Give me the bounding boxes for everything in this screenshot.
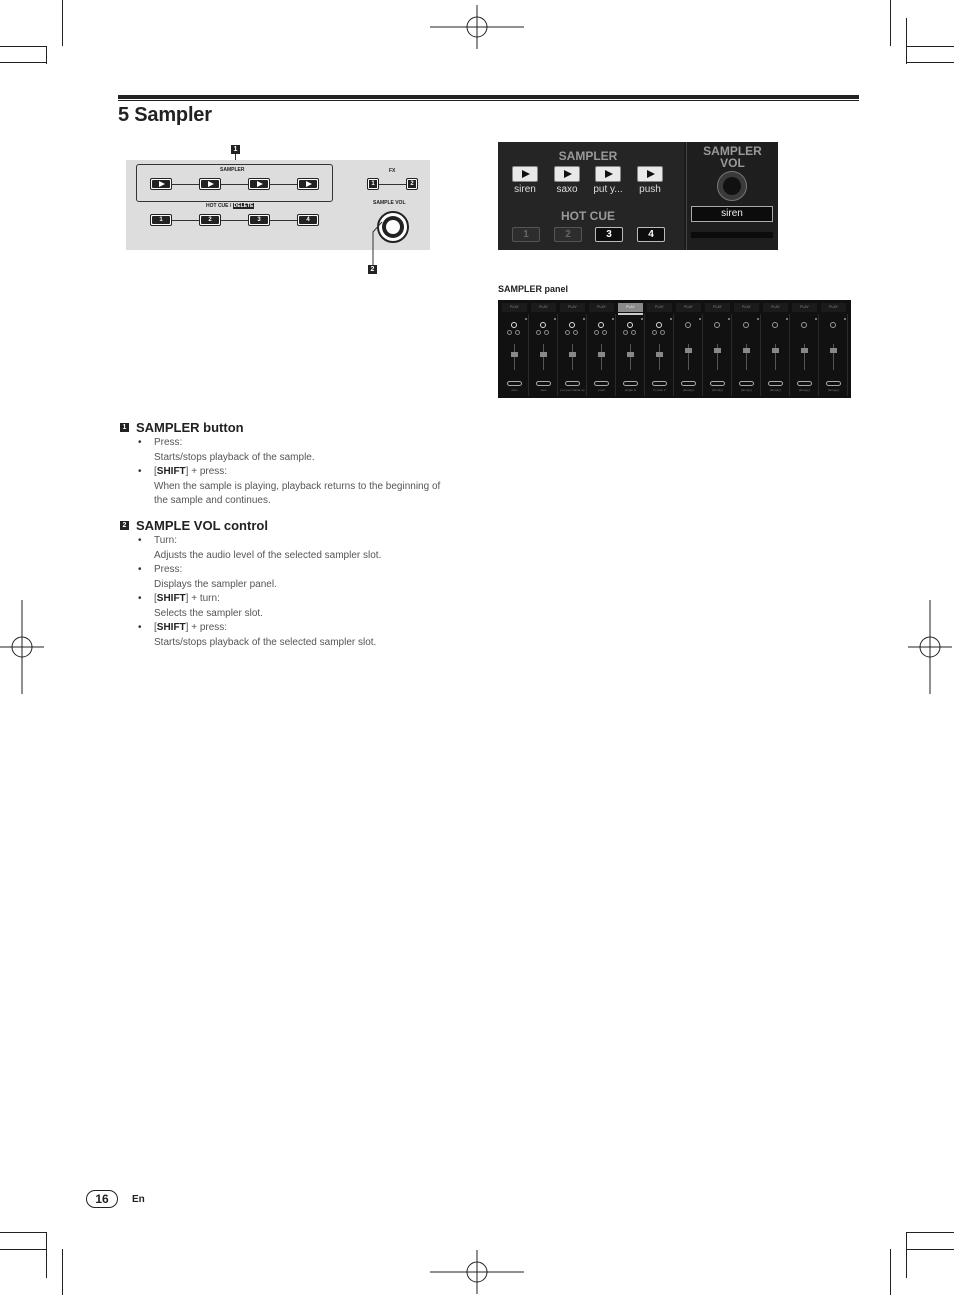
action-line: [SHIFT] + press: [154,466,228,477]
language-label: En [132,1194,145,1205]
software-slot-name-4: push [639,184,661,195]
slot-gain-knob[interactable] [714,322,720,328]
loop-mode-icon[interactable] [507,330,512,335]
slot-gain-knob[interactable] [627,322,633,328]
software-hotcue-title: HOT CUE [561,209,615,223]
slot-volume-slider[interactable] [743,348,750,353]
sampler-slot-play-button[interactable]: PLAY [676,303,701,312]
hotcue-button-2[interactable]: 2 [199,214,221,226]
slot-volume-track [543,344,544,370]
slot-name: saxo [540,388,547,392]
sampler-slot-play-button[interactable]: PLAY [589,303,614,312]
slot-name: push [598,388,605,392]
sampler-play-button-3[interactable] [248,178,270,190]
software-hotcue-3[interactable]: 3 [595,227,623,242]
slot-lamp [844,318,846,320]
callout-badge-2: 2 [368,265,377,274]
software-play-button-2[interactable] [554,166,580,182]
bullet: • [138,437,142,448]
software-slot-name-3: put y... [593,184,623,195]
slot-output-toggle[interactable] [507,381,522,386]
slot-lamp [699,318,701,320]
sampler-panel [498,300,851,398]
loop-mode-icon[interactable] [536,330,541,335]
callout-leader-2 [370,220,390,266]
fx-button-1[interactable]: 1 [367,178,379,190]
slot-volume-slider[interactable] [569,352,576,357]
slot-lamp [815,318,817,320]
section-title: SAMPLER button [136,420,244,435]
slot-output-toggle[interactable] [681,381,696,386]
software-sampler-screen [498,142,777,250]
software-slot-name-1: siren [514,184,536,195]
column-separator [847,314,848,396]
slot-lamp [786,318,788,320]
slot-gain-knob[interactable] [772,322,778,328]
slot-mode-buttons [507,330,523,335]
software-play-button-4[interactable] [637,166,663,182]
software-play-button-1[interactable] [512,166,538,182]
sampler-slot-12[interactable] [819,300,848,398]
slot-lamp [728,318,730,320]
sampler-slot-2[interactable] [529,300,558,398]
sync-mode-icon[interactable] [544,330,549,335]
fx-button-2[interactable]: 2 [406,178,418,190]
description-line: Adjusts the audio level of the selected sampler slot. [154,549,382,561]
sampler-slot-play-button[interactable]: PLAY [647,303,672,312]
loop-mode-icon[interactable] [594,330,599,335]
sampler-slot-5[interactable] [616,300,645,398]
bullet: • [138,622,142,633]
sampler-panel-caption: SAMPLER panel [498,284,569,294]
hotcue-label: HOT CUE / DELETE [206,203,254,209]
slot-volume-track [572,344,573,370]
description-line: Starts/stops playback of the selected sampler slot. [154,636,377,648]
software-vol-knob[interactable] [717,171,747,201]
sampler-slot-4[interactable] [587,300,616,398]
action-line: [SHIFT] + press: [154,622,228,633]
software-vol-area [686,142,778,250]
sampler-slot-play-button[interactable]: PLAY [618,303,643,312]
section-badge: 2 [120,521,129,530]
registration-mark-bottom [430,1250,524,1294]
sync-mode-icon[interactable] [631,330,636,335]
slot-volume-slider[interactable] [714,348,721,353]
sampler-slot-3[interactable] [558,300,587,398]
description-line: Displays the sampler panel. [154,578,277,590]
slot-volume-slider[interactable] [511,352,518,357]
sampler-slot-1[interactable] [500,300,529,398]
slot-gain-knob[interactable] [540,322,546,328]
slot-lamp [612,318,614,320]
slot-volume-slider[interactable] [627,352,634,357]
slot-mode-buttons [565,330,581,335]
slot-gain-knob[interactable] [598,322,604,328]
sampler-play-button-2[interactable] [199,178,221,190]
bullet: • [138,466,142,477]
software-level-bar [691,232,773,238]
slot-lamp [554,318,556,320]
header-rule [118,95,859,99]
delete-label: DELETE [233,203,254,209]
bullet: • [138,564,142,575]
sampler-slot-8[interactable] [703,300,732,398]
slot-output-toggle[interactable] [652,381,667,386]
header-rule-thin [118,100,859,101]
slot-gain-knob[interactable] [685,322,691,328]
action-line: Press: [154,564,183,575]
software-slot-name-2: saxo [556,184,578,195]
callout-badge-1: 1 [231,145,240,154]
shift-key: SHIFT [156,593,186,604]
slot-name: put your hands up [560,388,585,392]
section-badge: 1 [120,423,129,432]
description-line: When the sample is playing, playback returns to the beginning of [154,480,441,492]
description-line: Selects the sampler slot. [154,607,263,619]
registration-mark-right [908,600,952,694]
slot-name: [Empty] [770,388,781,392]
description-line: Starts/stops playback of the sample. [154,451,315,463]
sampler-slot-play-button[interactable]: PLAY [502,303,527,312]
sampler-slot-play-button[interactable]: PLAY [792,303,817,312]
software-selected-sample: siren [691,206,773,222]
button-connector [156,184,306,185]
slot-volume-slider[interactable] [656,352,663,357]
slot-lamp [757,318,759,320]
page-title: 5 Sampler [118,104,212,126]
slot-output-toggle[interactable] [594,381,609,386]
hotcue-button-4[interactable]: 4 [297,214,319,226]
page-number: 16 [86,1190,118,1208]
slot-lamp [641,318,643,320]
slot-gain-knob[interactable] [511,322,517,328]
slot-gain-knob[interactable] [656,322,662,328]
shift-key: SHIFT [156,466,186,477]
slot-name: fx siren 2 [653,388,666,392]
slot-gain-knob[interactable] [801,322,807,328]
action-line: Press: [154,437,183,448]
sampler-slot-10[interactable] [761,300,790,398]
sync-mode-icon[interactable] [573,330,578,335]
slot-mode-buttons [536,330,552,335]
slot-name: [Empty] [712,388,723,392]
slot-volume-track [630,344,631,370]
software-vol-title: SAMPLER VOL [703,144,762,170]
slot-gain-knob[interactable] [569,322,575,328]
software-sampler-title: SAMPLER [558,149,618,163]
hotcue-button-3[interactable]: 3 [248,214,270,226]
slot-output-toggle[interactable] [565,381,580,386]
bullet: • [138,535,142,546]
slot-name: jungle fx [624,388,637,392]
slot-output-toggle[interactable] [710,381,725,386]
sync-mode-icon[interactable] [660,330,665,335]
slot-mode-buttons [594,330,610,335]
action-line: Turn: [154,535,177,546]
fx-label: FX [389,168,396,174]
loop-mode-icon[interactable] [652,330,657,335]
loop-mode-icon[interactable] [623,330,628,335]
slot-output-toggle[interactable] [768,381,783,386]
sampler-slot-11[interactable] [790,300,819,398]
slot-output-toggle[interactable] [797,381,812,386]
slot-name: [Empty] [741,388,752,392]
sampler-slot-6[interactable] [645,300,674,398]
slot-lamp [583,318,585,320]
software-hotcue-4[interactable]: 4 [637,227,665,242]
bullet: • [138,593,142,604]
sampler-slot-play-button[interactable]: PLAY [531,303,556,312]
software-sampler-area [498,142,684,250]
sampler-play-button-1[interactable] [150,178,172,190]
software-hotcue-2[interactable]: 2 [554,227,582,242]
slot-gain-knob[interactable] [830,322,836,328]
software-play-button-3[interactable] [595,166,621,182]
slot-name: [Empty] [799,388,810,392]
loop-mode-icon[interactable] [565,330,570,335]
slot-lamp [525,318,527,320]
sync-mode-icon[interactable] [602,330,607,335]
sync-mode-icon[interactable] [515,330,520,335]
sampler-slot-play-button[interactable]: PLAY [763,303,788,312]
slot-volume-slider[interactable] [801,348,808,353]
sampler-slot-play-button[interactable]: PLAY [560,303,585,312]
registration-mark-top [430,5,524,49]
selection-underline [618,313,643,315]
sampler-slot-9[interactable] [732,300,761,398]
slot-gain-knob[interactable] [743,322,749,328]
sample-vol-label: SAMPLE VOL [373,200,406,206]
slot-lamp [670,318,672,320]
hotcue-connector [156,220,306,221]
slot-name: siren [511,388,518,392]
hotcue-button-1[interactable]: 1 [150,214,172,226]
slot-name: [Empty] [828,388,839,392]
shift-key: SHIFT [156,622,186,633]
sampler-slot-play-button[interactable]: PLAY [821,303,846,312]
sampler-play-button-4[interactable] [297,178,319,190]
slot-volume-slider[interactable] [772,348,779,353]
slot-output-toggle[interactable] [536,381,551,386]
section-title: SAMPLE VOL control [136,518,268,533]
slot-output-toggle[interactable] [826,381,841,386]
slot-mode-buttons [623,330,639,335]
slot-volume-track [659,344,660,370]
software-hotcue-1[interactable]: 1 [512,227,540,242]
slot-volume-slider[interactable] [598,352,605,357]
slot-volume-track [514,344,515,370]
registration-mark-left [0,600,44,694]
sampler-slot-play-button[interactable]: PLAY [705,303,730,312]
sampler-label: SAMPLER [220,167,245,173]
slot-name: [Empty] [683,388,694,392]
fx-connector [378,184,408,185]
description-line: the sample and continues. [154,495,271,506]
sampler-slot-play-button[interactable]: PLAY [734,303,759,312]
slot-volume-slider[interactable] [540,352,547,357]
slot-volume-slider[interactable] [685,348,692,353]
slot-volume-track [601,344,602,370]
sampler-slot-7[interactable] [674,300,703,398]
slot-output-toggle[interactable] [739,381,754,386]
slot-volume-slider[interactable] [830,348,837,353]
slot-output-toggle[interactable] [623,381,638,386]
slot-mode-buttons [652,330,668,335]
action-line: [SHIFT] + turn: [154,593,220,604]
